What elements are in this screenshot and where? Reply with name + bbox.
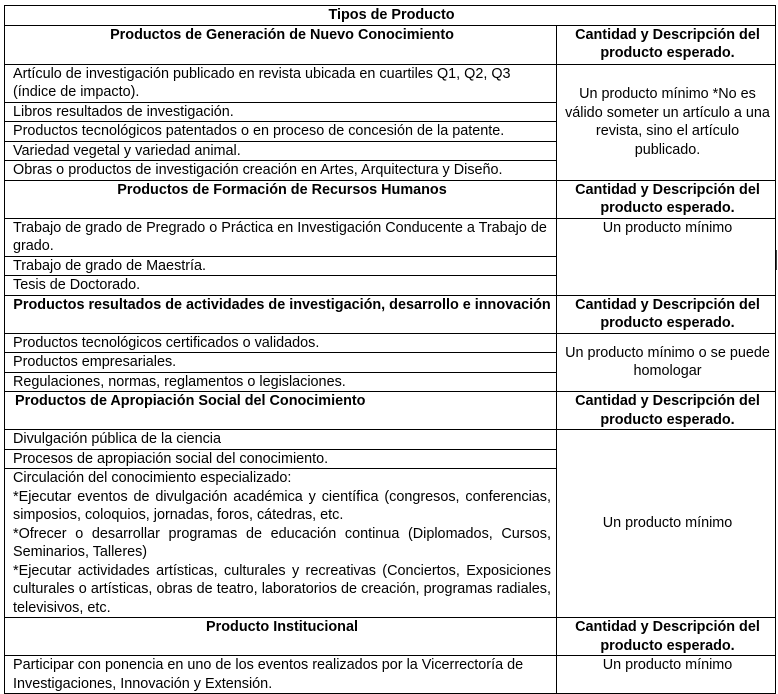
- item-text: *Ejecutar actividades artísticas, culturales y recreativas (Conciertos, Exposiciones culturales o artísticas, obras de teatro, laboratorios de creación, programas radiales, televisivos, etc.: [13, 562, 551, 616]
- item-text: Procesos de apropiación social del conocimiento.: [5, 449, 557, 469]
- item-text: *Ejecutar eventos de divulgación académica y científica (congresos, conferencias, simposios, coloquios, jornadas, foros, cátedras, etc.: [13, 488, 551, 523]
- list-item: [5, 218, 776, 256]
- section-heading-investigacion-desarrollo: Productos resultados de actividades de investigación, desarrollo e innovación: [5, 295, 557, 333]
- item-text: Variedad vegetal y variedad animal.: [5, 141, 557, 161]
- item-text-block: [5, 469, 557, 618]
- list-item: [5, 656, 776, 694]
- item-text: Trabajo de grado de Maestría.: [5, 256, 557, 276]
- quantity-description: Un producto mínimo: [557, 656, 776, 694]
- quantity-header: Cantidad y Descripción del producto esperado.: [557, 180, 776, 218]
- item-text: Productos tecnológicos patentados o en proceso de concesión de la patente.: [5, 122, 557, 142]
- section-heading-recursos-humanos: Productos de Formación de Recursos Humanos: [5, 180, 557, 218]
- table-title-row: [5, 6, 776, 26]
- product-types-table: [4, 5, 776, 694]
- item-text: Libros resultados de investigación.: [5, 102, 557, 122]
- section-header-row: [5, 25, 776, 64]
- section-heading-apropiacion-social: Productos de Apropiación Social del Conocimiento: [5, 392, 557, 430]
- item-text: Tesis de Doctorado.: [5, 276, 557, 296]
- quantity-header: Cantidad y Descripción del producto esperado.: [557, 295, 776, 333]
- quantity-description: Un producto mínimo o se puede homologar: [557, 333, 776, 392]
- quantity-header: Cantidad y Descripción del producto esperado.: [557, 392, 776, 430]
- item-text: Trabajo de grado de Pregrado o Práctica en Investigación Conducente a Trabajo de grado.: [5, 218, 557, 256]
- section-heading-institucional: Producto Institucional: [5, 618, 557, 656]
- item-text: Productos tecnológicos certificados o validados.: [5, 333, 557, 353]
- quantity-description: Un producto mínimo: [557, 430, 776, 618]
- list-item: [5, 64, 776, 102]
- quantity-header: Cantidad y Descripción del producto esperado.: [557, 618, 776, 656]
- section-header-row: [5, 392, 776, 430]
- quantity-description: Un producto mínimo *No es válido someter un artículo a una revista, sino el artículo publicado.: [557, 64, 776, 180]
- item-text: Participar con ponencia en uno de los eventos realizados por la Vicerrectoría de Investigaciones, Innovación y Extensión.: [5, 656, 557, 694]
- list-item: [5, 430, 776, 450]
- item-text: Artículo de investigación publicado en revista ubicada en cuartiles Q1, Q2, Q3 (índice de impacto).: [5, 64, 557, 102]
- item-text: Obras o productos de investigación creación en Artes, Arquitectura y Diseño.: [5, 161, 557, 181]
- section-header-row: [5, 618, 776, 656]
- page-edge-mark: [776, 250, 777, 270]
- section-header-row: [5, 180, 776, 218]
- table-title: Tipos de Producto: [5, 6, 776, 26]
- item-text: Regulaciones, normas, reglamentos o legislaciones.: [5, 372, 557, 392]
- list-item: [5, 333, 776, 353]
- section-header-row: [5, 295, 776, 333]
- section-heading-nuevo-conocimiento: Productos de Generación de Nuevo Conocimiento: [5, 25, 557, 64]
- item-text: Productos empresariales.: [5, 353, 557, 373]
- item-text: Divulgación pública de la ciencia: [5, 430, 557, 450]
- quantity-header: Cantidad y Descripción del producto esperado.: [557, 25, 776, 64]
- item-text: *Ofrecer o desarrollar programas de educación continua (Diplomados, Cursos, Seminarios, Talleres): [13, 525, 551, 560]
- item-text: Circulación del conocimiento especializado:: [13, 470, 292, 486]
- quantity-description: Un producto mínimo: [557, 218, 776, 295]
